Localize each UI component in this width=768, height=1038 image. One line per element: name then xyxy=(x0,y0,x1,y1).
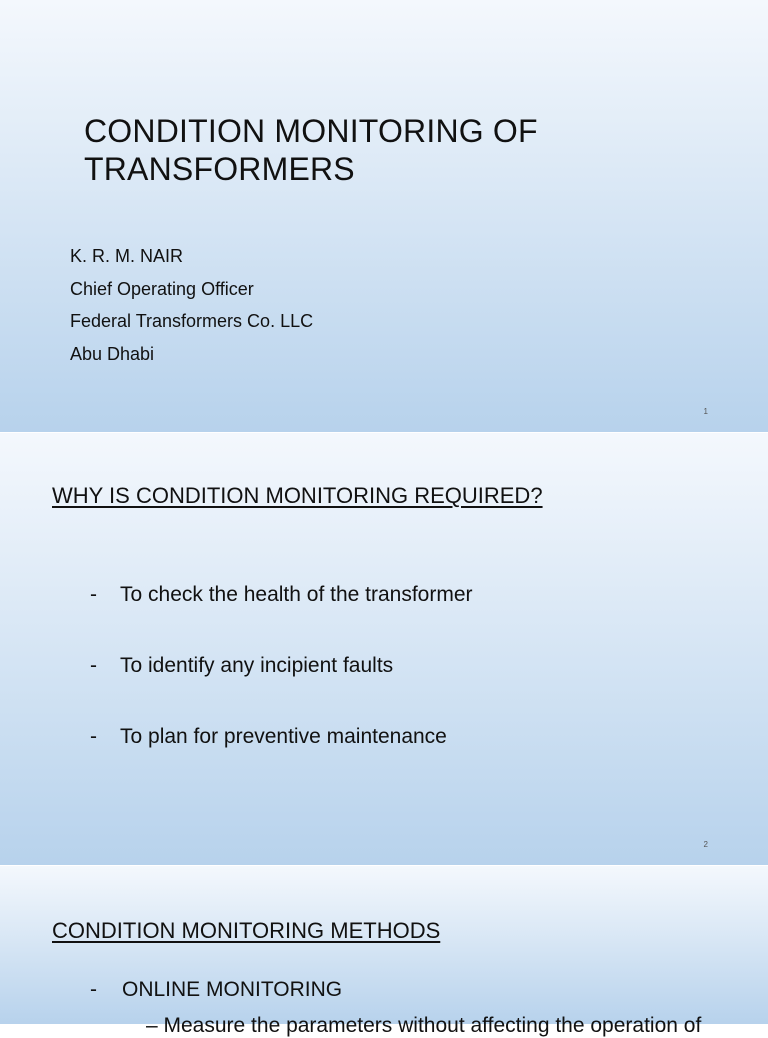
list-item xyxy=(90,583,473,654)
bullet-text: To plan for preventive maintenance xyxy=(120,725,447,748)
bullet-text: ONLINE MONITORING xyxy=(122,978,343,1001)
bullet-marker: - xyxy=(90,654,97,677)
list-item xyxy=(90,654,473,725)
slide-heading: CONDITION MONITORING METHODS xyxy=(52,918,441,943)
slide-page-number: 1 xyxy=(703,407,708,416)
slide-3 xyxy=(0,866,768,1037)
bullet-text: To identify any incipient faults xyxy=(120,654,394,677)
bullet-marker: - xyxy=(90,978,97,1001)
bullet-text: To check the health of the transformer xyxy=(120,583,473,606)
slide-page-number: 2 xyxy=(703,840,708,849)
author-name: K. R. M. NAIR xyxy=(70,246,184,266)
author-info xyxy=(70,240,313,370)
list-item xyxy=(90,725,473,796)
list-item xyxy=(90,978,342,1002)
slide-title-line-1: CONDITION MONITORING OF xyxy=(84,113,538,149)
author-location: Abu Dhabi xyxy=(70,343,155,364)
slide-title xyxy=(84,112,538,188)
author-position: Chief Operating Officer xyxy=(70,278,254,299)
slide-heading: WHY IS CONDITION MONITORING REQUIRED? xyxy=(52,483,543,508)
bullet-list xyxy=(90,583,473,796)
slide-2 xyxy=(0,433,768,865)
slide-title-line-2: TRANSFORMERS xyxy=(84,151,355,187)
sub-bullet-text: – Measure the parameters without affecting the operation of xyxy=(146,1014,702,1037)
bullet-marker: - xyxy=(90,725,97,748)
author-company: Federal Transformers Co. LLC xyxy=(70,311,314,331)
slide-1 xyxy=(0,0,768,432)
bullet-marker: - xyxy=(90,583,97,606)
